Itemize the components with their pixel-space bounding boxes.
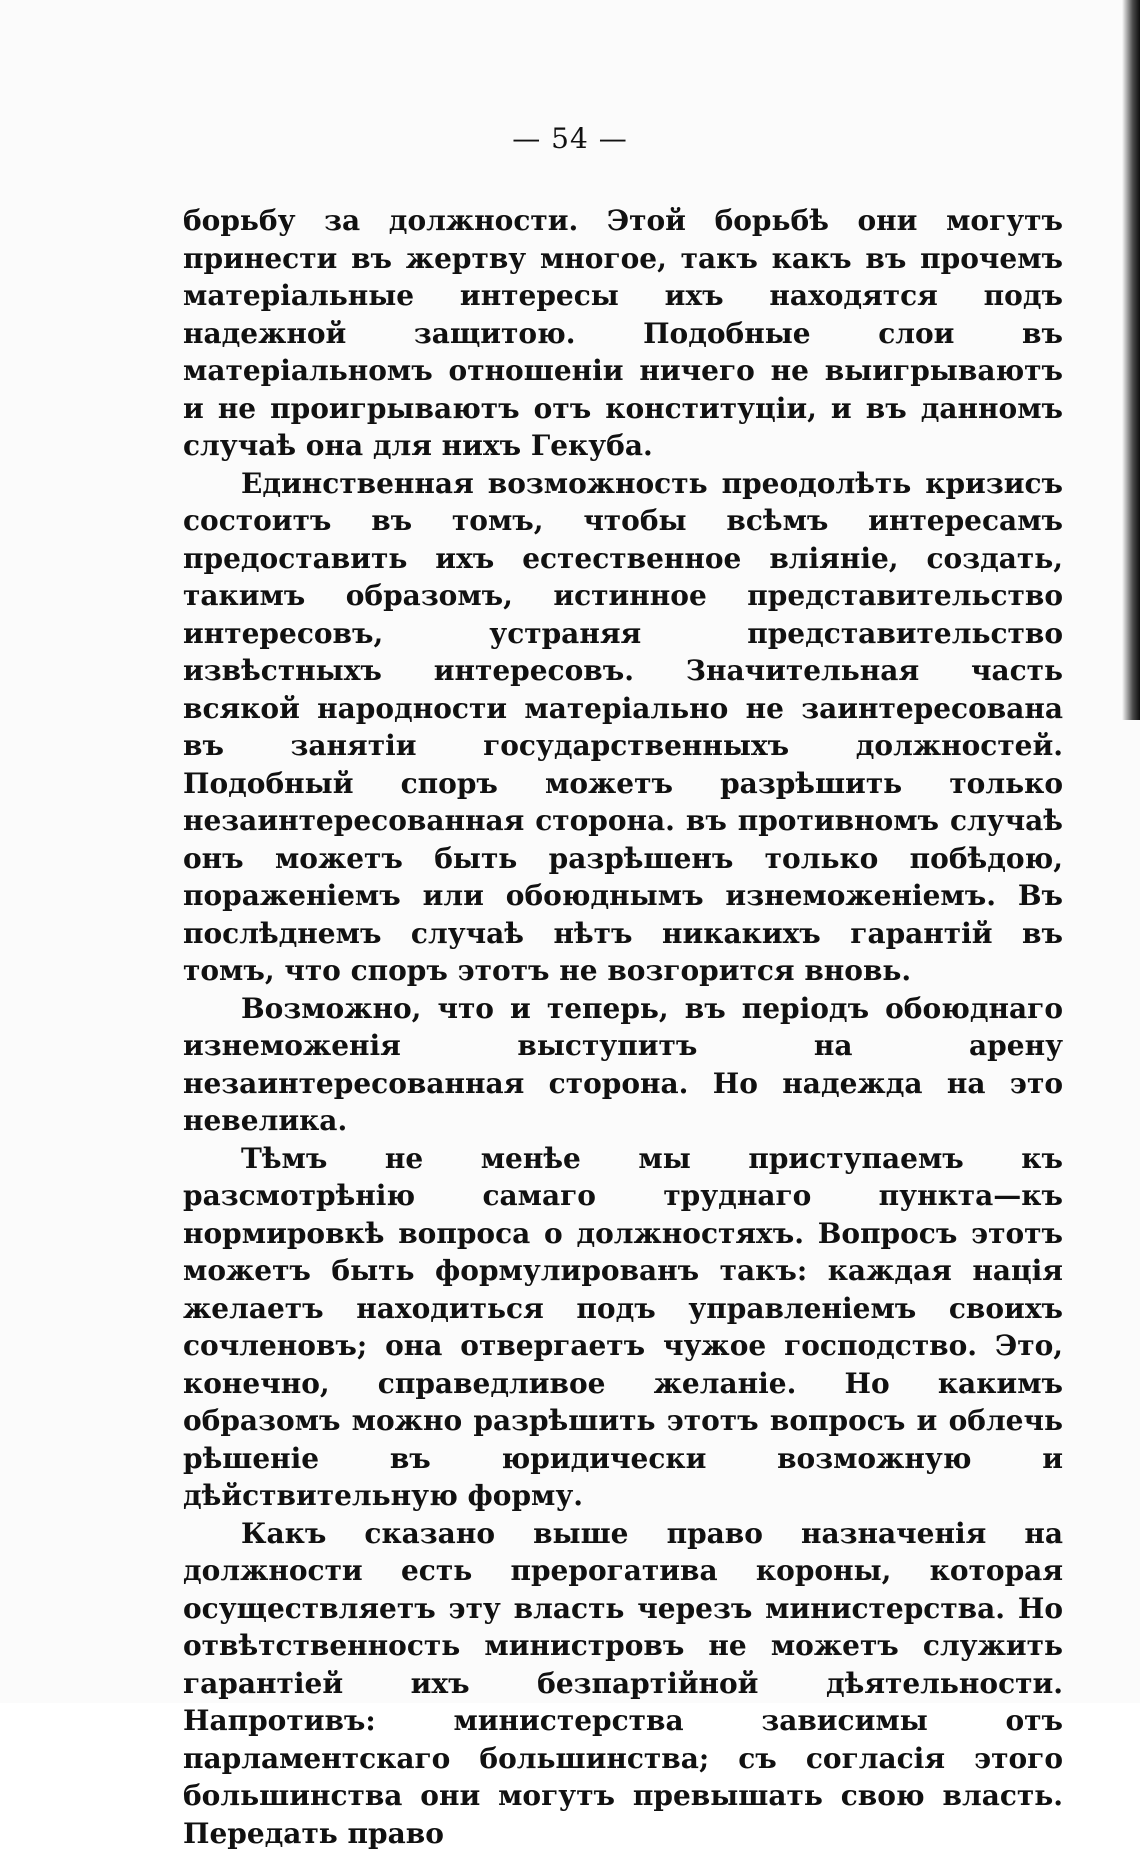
page-number: — 54 —: [0, 122, 1140, 155]
paragraph-4: Тѣмъ не менѣе мы приступаемъ къ разсмотрѣнію самаго труднаго пункта—къ нормировкѣ вопроса о должностяхъ. Вопросъ этотъ можетъ быть формулированъ такъ: каждая нація желаетъ находиться подъ управленіемъ своихъ сочленовъ; она отвергаетъ чужое господство. Это, конечно, справедливое желаніе. Но какимъ образомъ можно разрѣшить этотъ вопросъ и облечь рѣшеніе въ юридически возможную и дѣйствительную форму.: [183, 1140, 1063, 1515]
paragraph-5: Какъ сказано выше право назначенія на должности есть прерогатива короны, которая осуществляетъ эту власть черезъ министерства. Но отвѣтственность министровъ не можетъ служить гарантіей ихъ безпартійной дѣятельности. Напротивъ: министерства зависимы отъ парламентскаго большинства; съ согласія этого большинства они могутъ превышать свою власть. Передать право: [183, 1515, 1063, 1852]
body-text: [183, 202, 1063, 1852]
page-edge-shadow: [1122, 0, 1140, 720]
paragraph-1: борьбу за должности. Этой борьбѣ они могутъ принести въ жертву многое, такъ какъ въ прочемъ матеріальные интересы ихъ находятся подъ надежной защитою. Подобные слои въ матеріальномъ отношеніи ничего не выигрываютъ и не проигрываютъ отъ конституціи, и въ данномъ случаѣ она для нихъ Гекуба.: [183, 202, 1063, 465]
paragraph-3: Возможно, что и теперь, въ періодъ обоюднаго изнеможенія выступитъ на арену незаинтересованная сторона. Но надежда на это невелика.: [183, 990, 1063, 1140]
paragraph-2: Единственная возможность преодолѣть кризисъ состоитъ въ томъ, чтобы всѣмъ интересамъ предоставить ихъ естественное вліяніе, создать, такимъ образомъ, истинное представительство интересовъ, устраняя представительство извѣстныхъ интересовъ. Значительная часть всякой народности матеріально не заинтересована въ занятіи государственныхъ должностей. Подобный споръ можетъ разрѣшить только незаинтересованная сторона. въ противномъ случаѣ онъ можетъ быть разрѣшенъ только побѣдою, пораженіемъ или обоюднымъ изнеможеніемъ. Въ послѣднемъ случаѣ нѣтъ никакихъ гарантій въ томъ, что споръ этотъ не возгорится вновь.: [183, 465, 1063, 990]
